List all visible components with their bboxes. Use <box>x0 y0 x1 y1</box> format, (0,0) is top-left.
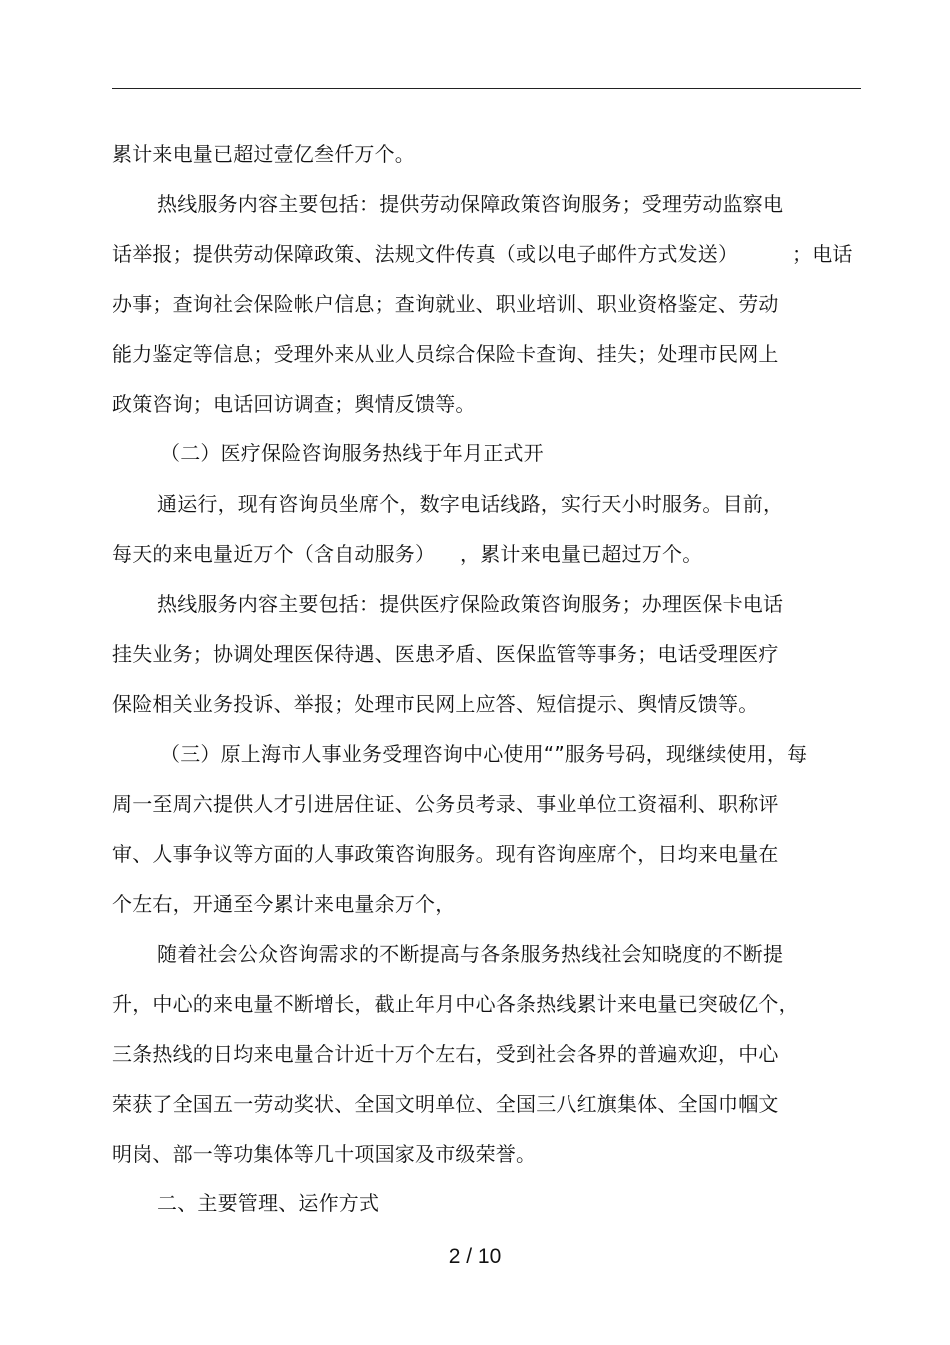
text-line: 累计来电量已超过壹亿叁仟万个。 <box>112 142 415 166</box>
text-line: 随着社会公众咨询需求的不断提高与各条服务热线社会知晓度的不断提 <box>157 942 784 966</box>
text-line: 升，中心的来电量不断增长，截止年月中心各条热线累计来电量已突破亿个， <box>112 992 799 1016</box>
header-rule <box>112 88 861 89</box>
text-line: 每天的来电量近万个（含自动服务） <box>112 542 436 566</box>
text-line: 保险相关业务投诉、举报；处理市民网上应答、短信提示、舆情反馈等。 <box>112 692 759 716</box>
section-heading: （二）医疗保险咨询服务热线于年月正式开 <box>160 441 544 465</box>
section-heading: （三）原上海市人事业务受理咨询中心使用“”服务号码，现继续使用，每 <box>160 742 808 766</box>
text-line: 个左右，开通至今累计来电量余万个， <box>112 892 456 916</box>
text-line: 话举报；提供劳动保障政策、法规文件传真（或以电子邮件方式发送） <box>112 242 739 266</box>
text-line: 挂失业务；协调处理医保待遇、医患矛盾、医保监管等事务；电话受理医疗 <box>112 642 779 666</box>
text-line: 荣获了全国五一劳动奖状、全国文明单位、全国三八红旗集体、全国巾帼文 <box>112 1092 779 1116</box>
text-line: ；电话 <box>792 242 853 266</box>
text-line: 热线服务内容主要包括：提供劳动保障政策咨询服务；受理劳动监察电 <box>157 192 784 216</box>
page-number: 2 / 10 <box>448 1245 502 1268</box>
text-line: 能力鉴定等信息；受理外来从业人员综合保险卡查询、挂失；处理市民网上 <box>112 342 779 366</box>
text-line: 政策咨询；电话回访调查；舆情反馈等。 <box>112 392 476 416</box>
text-line: 周一至周六提供人才引进居住证、公务员考录、事业单位工资福利、职称评 <box>112 792 779 816</box>
text-line: 热线服务内容主要包括：提供医疗保险政策咨询服务；办理医保卡电话 <box>157 592 784 616</box>
text-line: 明岗、部一等功集体等几十项国家及市级荣誉。 <box>112 1142 537 1166</box>
section-heading: 二、主要管理、运作方式 <box>157 1191 380 1215</box>
text-line: ，累计来电量已超过万个。 <box>460 542 703 566</box>
text-line: 通运行，现有咨询员坐席个，数字电话线路，实行天小时服务。目前， <box>157 492 784 516</box>
text-line: 审、人事争议等方面的人事政策咨询服务。现有咨询座席个，日均来电量在 <box>112 842 779 866</box>
text-line: 办事；查询社会保险帐户信息；查询就业、职业培训、职业资格鉴定、劳动 <box>112 292 779 316</box>
text-line: 三条热线的日均来电量合计近十万个左右，受到社会各界的普遍欢迎，中心 <box>112 1042 779 1066</box>
